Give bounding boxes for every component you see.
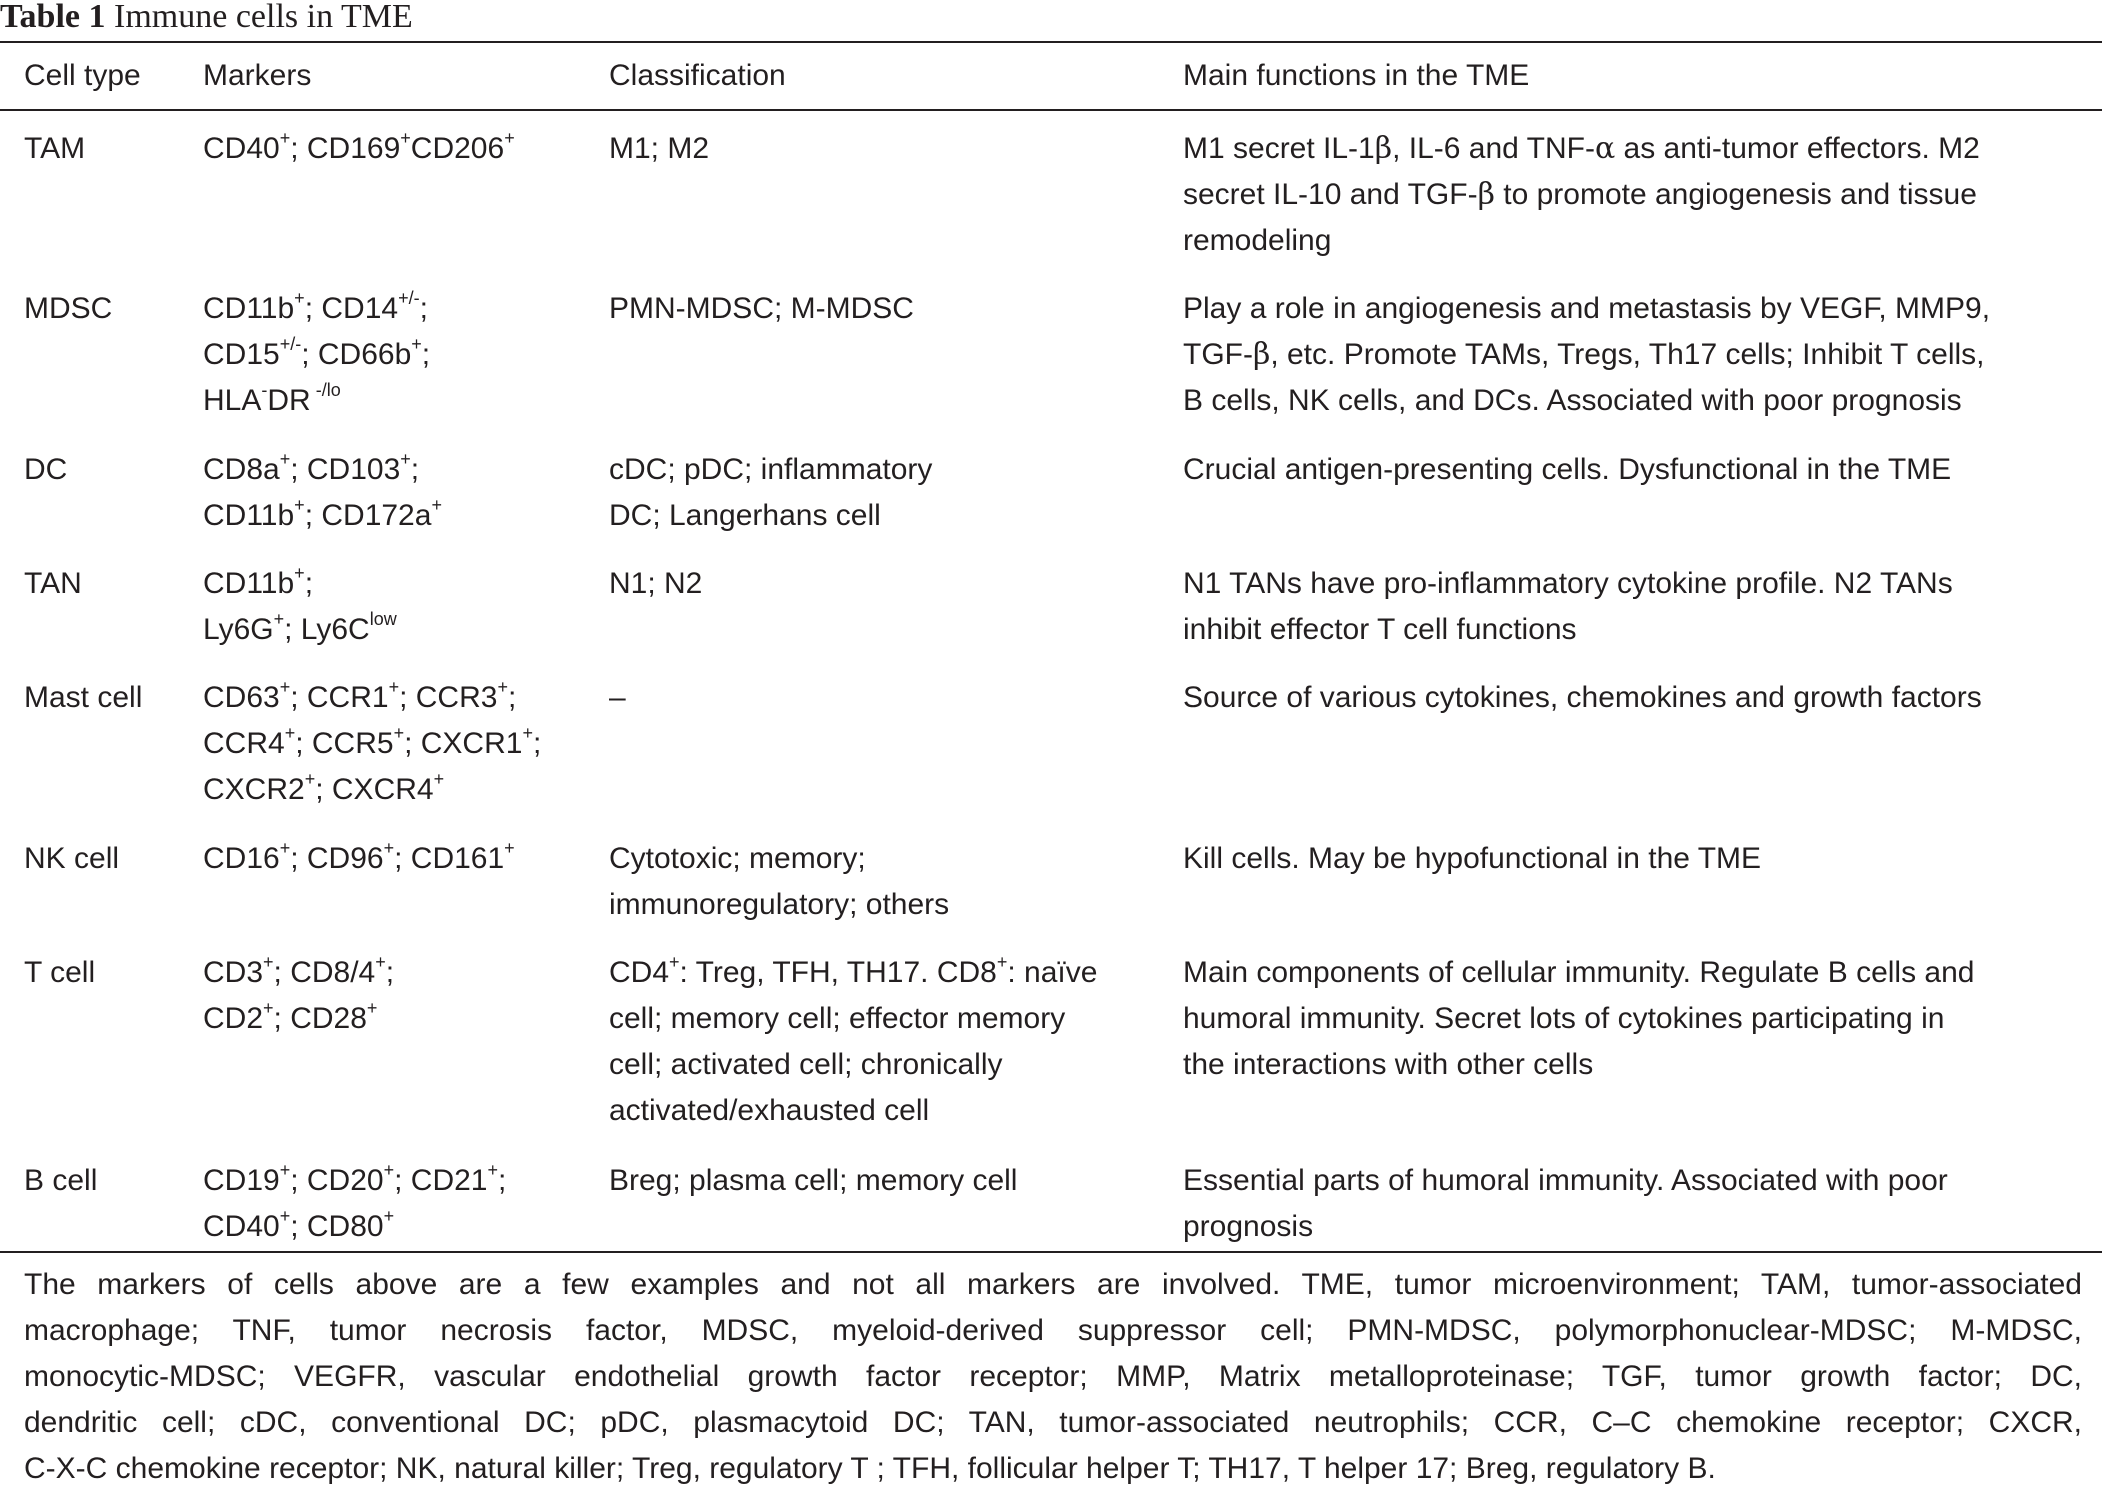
cell-main-functions <box>1183 836 2083 882</box>
cell-line: Breg; plasma cell; memory cell <box>609 1164 1018 1197</box>
cell-line <box>203 1204 598 1250</box>
superscript: -/lo <box>310 380 341 400</box>
text-segment: ; CXCR1 <box>404 727 523 760</box>
superscript: + <box>284 723 296 743</box>
text-segment: CD19 <box>203 1164 280 1197</box>
cell-type: Mast cell <box>24 681 143 714</box>
text-segment: ; CCR5 <box>295 727 394 760</box>
text-segment: as anti-tumor effectors. M2 <box>1615 132 1980 165</box>
text-segment: cell; activated cell; chronically <box>609 1048 1003 1081</box>
table-label: Table 1 <box>0 0 106 35</box>
cell-classification <box>609 126 1169 172</box>
text-segment: ; CD28 <box>273 1002 367 1035</box>
superscript: + <box>279 128 291 148</box>
header-rule <box>0 109 2102 111</box>
cell-line <box>203 767 598 813</box>
cell-line <box>609 1088 1169 1134</box>
text-segment: , etc. Promote TAMs, Tregs, Th17 cells; Inhibit T cells, <box>1270 338 1985 371</box>
cell-line <box>203 675 598 721</box>
text-segment: Ly6G <box>203 613 274 646</box>
cell-type: TAN <box>24 567 82 600</box>
text-segment: CD11b <box>203 567 295 600</box>
text-segment: CD16 <box>203 842 280 875</box>
text-segment: Essential parts of humoral immunity. Associated with poor <box>1183 1164 1948 1197</box>
text-segment: CD63 <box>203 681 280 714</box>
footnote-line: dendritic cell; cDC, conventional DC; pDC, plasmacytoid DC; TAN, tumor-associated neutrophils; CCR, C–C chemokine receptor; CXCR, <box>24 1406 2082 1439</box>
text-segment: ; CD66b <box>301 338 412 371</box>
text-segment: , IL-6 and TNF- <box>1392 132 1595 165</box>
text-segment: CXCR2 <box>203 773 305 806</box>
text-segment: TGF- <box>1183 338 1253 371</box>
text-segment: secret IL-10 and TGF- <box>1183 178 1478 211</box>
text-segment: activated/exhausted cell <box>609 1094 930 1127</box>
cell-line <box>1183 286 2083 332</box>
cell-type: B cell <box>24 1164 98 1197</box>
cell-classification <box>609 1158 1169 1204</box>
header-classification: Classification <box>609 59 786 92</box>
cell-markers <box>203 286 598 424</box>
cell-markers <box>203 836 598 882</box>
superscript: + <box>431 495 442 515</box>
text-segment: ; CD14 <box>304 292 399 325</box>
cell-line <box>1183 332 2083 378</box>
cell-line <box>1183 561 2083 607</box>
cell-classification <box>609 836 1169 928</box>
cell-line <box>1183 172 2083 218</box>
cell-line <box>203 286 598 332</box>
superscript: + <box>388 677 400 697</box>
text-segment: to promote angiogenesis and tissue <box>1494 178 1977 211</box>
cell-classification <box>609 286 1169 332</box>
text-segment: ; <box>498 1164 507 1197</box>
superscript: + <box>263 998 274 1018</box>
cell-main-functions <box>1183 126 2083 264</box>
table-footnote <box>24 1262 2082 1492</box>
cell-line <box>203 836 598 882</box>
table-title: Immune cells in TME <box>114 0 413 35</box>
superscript: + <box>504 128 515 148</box>
cell-type: DC <box>24 453 68 486</box>
cell-type: NK cell <box>24 842 120 875</box>
greek-symbol: α <box>1594 131 1616 166</box>
superscript: + <box>383 838 395 858</box>
superscript: + <box>996 952 1008 972</box>
cell-classification <box>609 447 1169 539</box>
cell-line: – <box>609 681 626 714</box>
text-segment: ; CD103 <box>290 453 401 486</box>
superscript: + <box>294 495 305 515</box>
cell-line: cDC; pDC; inflammatory <box>609 453 933 486</box>
text-segment: ; <box>304 567 314 600</box>
text-segment: CD8a <box>203 453 280 486</box>
superscript: + <box>263 952 274 972</box>
text-segment: Play a role in angiogenesis and metastasis by VEGF, MMP9, <box>1183 292 1991 325</box>
top-rule <box>0 41 2102 43</box>
header-cell-type: Cell type <box>24 59 141 92</box>
footnote-line: The markers of cells above are a few examples and not all markers are involved. TME, tumor microenvironment; TAM, tumor-associated <box>24 1268 2082 1301</box>
footnote-line: macrophage; TNF, tumor necrosis factor, MDSC, myeloid-derived suppressor cell; PMN-MDSC, polymorphonuclear-MDSC; M-MDSC, <box>24 1314 2082 1347</box>
text-segment: B cells, NK cells, and DCs. Associated with poor prognosis <box>1183 384 1962 417</box>
text-segment: CD11b <box>203 292 295 325</box>
cell-markers <box>203 126 598 172</box>
text-segment: ; <box>419 292 428 325</box>
text-segment: humoral immunity. Secret lots of cytokines participating in <box>1183 1002 1945 1035</box>
bottom-rule <box>0 1251 2102 1253</box>
superscript: + <box>504 838 515 858</box>
text-segment: : naïve <box>1007 956 1098 989</box>
cell-line <box>203 447 598 493</box>
header-main-functions: Main functions in the TME <box>1183 59 1530 92</box>
cell-line <box>609 996 1169 1042</box>
superscript: + <box>273 609 285 629</box>
superscript: + <box>497 677 508 697</box>
superscript: +/- <box>398 288 420 308</box>
greek-symbol: β <box>1252 337 1271 372</box>
text-segment: CCR4 <box>203 727 285 760</box>
cell-line <box>1183 126 2083 172</box>
text-segment: ; CD21 <box>394 1164 488 1197</box>
text-segment: ; CD80 <box>290 1210 384 1243</box>
cell-line <box>203 378 598 424</box>
text-segment: CD2 <box>203 1002 264 1035</box>
superscript: + <box>400 128 411 148</box>
text-segment: CD206 <box>410 132 505 165</box>
cell-main-functions <box>1183 675 2083 721</box>
cell-line <box>203 561 598 607</box>
cell-classification <box>609 561 1169 607</box>
cell-classification <box>609 675 1169 721</box>
cell-line <box>609 1042 1169 1088</box>
footnote-line: monocytic-MDSC; VEGFR, vascular endothelial growth factor receptor; MMP, Matrix metalloproteinase; TGF, tumor growth factor; DC, <box>24 1360 2082 1393</box>
cell-line <box>1183 996 2083 1042</box>
text-segment: CD40 <box>203 132 280 165</box>
superscript: low <box>369 609 397 629</box>
cell-line: Cytotoxic; memory; <box>609 842 866 875</box>
text-segment: ; CD20 <box>290 1164 384 1197</box>
superscript: + <box>279 1160 291 1180</box>
cell-line <box>1183 607 2083 653</box>
cell-line <box>203 126 598 172</box>
text-segment: HLA <box>203 384 262 417</box>
superscript: + <box>411 334 422 354</box>
text-segment: CD11b <box>203 499 295 532</box>
cell-type: T cell <box>24 956 96 989</box>
superscript: + <box>279 838 291 858</box>
text-segment: ; <box>385 956 395 989</box>
text-segment: ; CCR1 <box>290 681 389 714</box>
superscript: + <box>400 449 411 469</box>
text-segment: DR <box>267 384 311 417</box>
cell-type: TAM <box>24 132 86 165</box>
superscript: + <box>393 723 405 743</box>
text-segment: Source of various cytokines, chemokines and growth factors <box>1183 681 1982 714</box>
cell-classification <box>609 950 1169 1134</box>
cell-line <box>1183 1204 2083 1250</box>
superscript: + <box>383 1206 395 1226</box>
cell-line: M1; M2 <box>609 132 710 165</box>
text-segment: remodeling <box>1183 224 1332 257</box>
text-segment: ; <box>410 453 420 486</box>
superscript: + <box>304 769 316 789</box>
superscript: + <box>279 677 291 697</box>
superscript: + <box>375 952 386 972</box>
superscript: + <box>433 769 445 789</box>
cell-line <box>1183 378 2083 424</box>
superscript: + <box>366 998 378 1018</box>
cell-line <box>609 950 1169 996</box>
cell-markers <box>203 561 598 653</box>
cell-line: immunoregulatory; others <box>609 888 950 921</box>
cell-line <box>203 1158 598 1204</box>
text-segment: ; CD172a <box>304 499 432 532</box>
text-segment: prognosis <box>1183 1210 1314 1243</box>
cell-line: PMN-MDSC; M-MDSC <box>609 292 914 325</box>
cell-line <box>203 950 598 996</box>
text-segment: : Treg, TFH, TH17. CD8 <box>679 956 997 989</box>
cell-main-functions <box>1183 561 2083 653</box>
text-segment: ; CD161 <box>394 842 505 875</box>
text-segment: ; <box>421 338 431 371</box>
text-segment: N1 TANs have pro-inflammatory cytokine profile. N2 TANs <box>1183 567 1953 600</box>
header-markers: Markers <box>203 59 312 92</box>
greek-symbol: β <box>1477 177 1495 212</box>
cell-main-functions <box>1183 286 2083 424</box>
table-caption <box>0 0 413 34</box>
cell-main-functions <box>1183 1158 2083 1250</box>
text-segment: cell; memory cell; effector memory <box>609 1002 1066 1035</box>
text-segment: ; <box>532 727 542 760</box>
cell-main-functions <box>1183 447 2083 493</box>
cell-line <box>203 607 598 653</box>
superscript: + <box>669 952 680 972</box>
footnote-line: C-X-C chemokine receptor; NK, natural killer; Treg, regulatory T ; TFH, follicular helper T; TH17, T helper 17; Breg, regulatory B. <box>24 1452 1716 1485</box>
text-segment: CD3 <box>203 956 264 989</box>
superscript: + <box>279 449 291 469</box>
superscript: + <box>522 723 533 743</box>
text-segment: ; <box>507 681 517 714</box>
cell-line <box>1183 836 2083 882</box>
cell-main-functions <box>1183 950 2083 1088</box>
text-segment: M1 secret IL-1 <box>1183 132 1375 165</box>
cell-line <box>1183 218 2083 264</box>
superscript: +/- <box>279 334 302 354</box>
text-segment: the interactions with other cells <box>1183 1048 1594 1081</box>
superscript: + <box>294 563 305 583</box>
cell-line <box>1183 675 2083 721</box>
text-segment: CD15 <box>203 338 280 371</box>
text-segment: ; CCR3 <box>399 681 498 714</box>
text-segment: Crucial antigen-presenting cells. Dysfunctional in the TME <box>1183 453 1952 486</box>
cell-line <box>1183 950 2083 996</box>
text-segment: CD40 <box>203 1210 280 1243</box>
cell-line <box>1183 447 2083 493</box>
superscript: + <box>383 1160 395 1180</box>
cell-line <box>203 332 598 378</box>
superscript: + <box>294 288 305 308</box>
text-segment: ; CXCR4 <box>315 773 434 806</box>
cell-markers <box>203 675 598 813</box>
cell-line <box>203 721 598 767</box>
cell-line: N1; N2 <box>609 567 703 600</box>
cell-line: DC; Langerhans cell <box>609 499 881 532</box>
cell-markers <box>203 950 598 1042</box>
text-segment: ; CD96 <box>290 842 384 875</box>
text-segment: inhibit effector T cell functions <box>1183 613 1577 646</box>
cell-line <box>203 996 598 1042</box>
cell-line <box>1183 1042 2083 1088</box>
cell-type: MDSC <box>24 292 113 325</box>
text-segment: Kill cells. May be hypofunctional in the TME <box>1183 842 1762 875</box>
text-segment: CD4 <box>609 956 670 989</box>
text-segment: ; CD8/4 <box>273 956 376 989</box>
text-segment: Main components of cellular immunity. Regulate B cells and <box>1183 956 1975 989</box>
superscript: - <box>261 380 268 400</box>
cell-markers <box>203 447 598 539</box>
superscript: + <box>487 1160 498 1180</box>
text-segment: ; Ly6C <box>284 613 370 646</box>
text-segment: ; CD169 <box>290 132 401 165</box>
cell-line <box>203 493 598 539</box>
superscript: + <box>279 1206 291 1226</box>
cell-markers <box>203 1158 598 1250</box>
greek-symbol: β <box>1374 131 1393 166</box>
cell-line <box>1183 1158 2083 1204</box>
